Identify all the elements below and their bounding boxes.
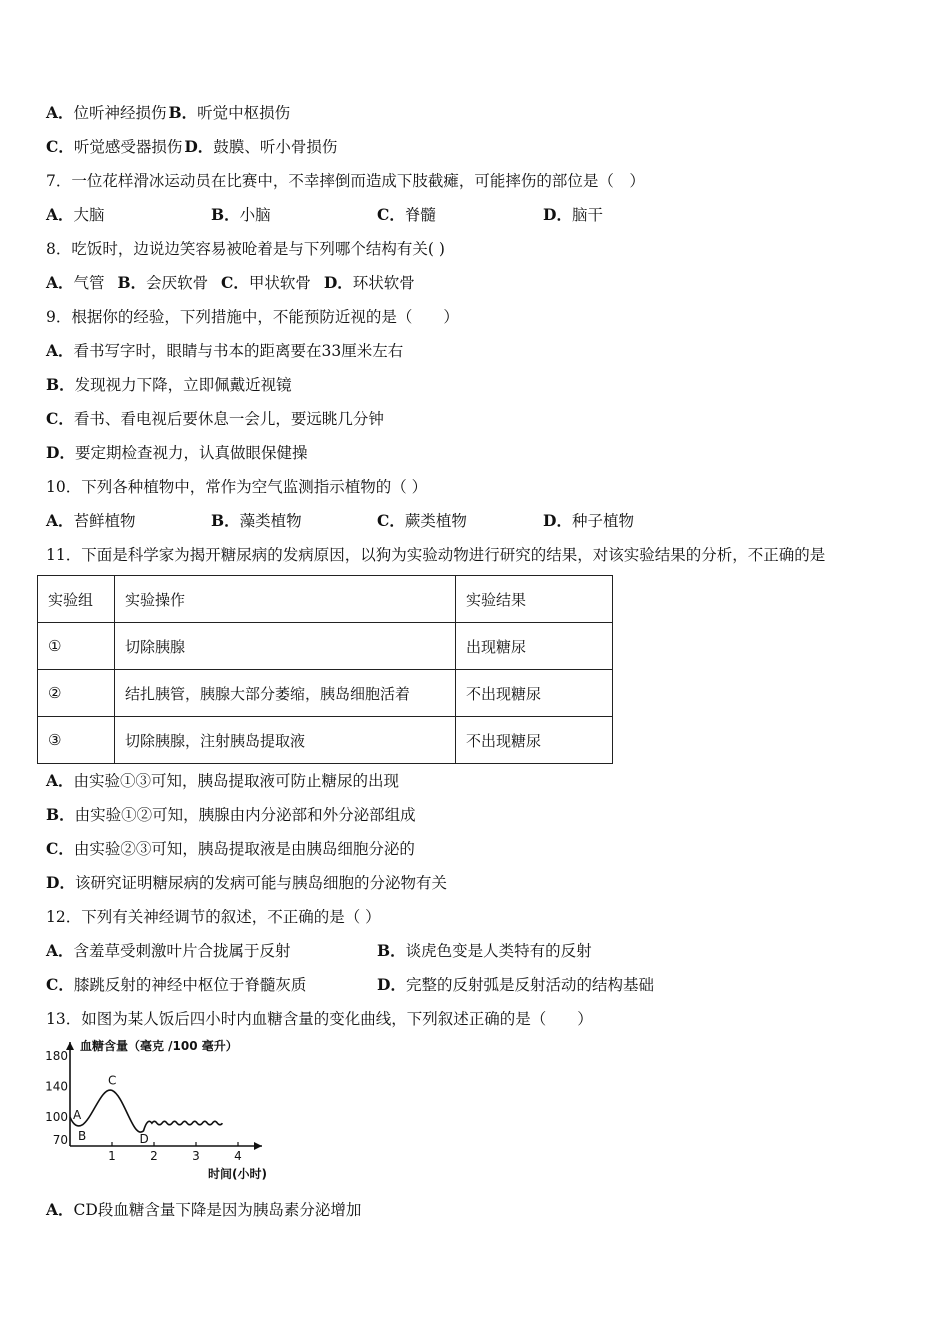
q9-option-b: B．发现视力下降，立即佩戴近视镜 [46, 375, 292, 394]
x-axis-arrow [254, 1142, 262, 1150]
q11-option-b: B．由实验①②可知，胰腺由内分泌部和外分泌部组成 [46, 805, 416, 824]
q7-stem: 7．一位花样滑冰运动员在比赛中，不幸摔倒而造成下肢截瘫，可能摔伤的部位是（ ） [46, 172, 645, 190]
table-row [38, 717, 613, 764]
q6-options-row-2 [46, 137, 337, 157]
blood-sugar-chart [40, 1036, 300, 1186]
q9-option-c: C．看书、看电视后要休息一会儿，要远眺几分钟 [46, 409, 384, 428]
q9-option-a: A．看书写字时，眼睛与书本的距离要在33厘米左右 [46, 341, 404, 360]
q8-option-a: 气管 [73, 274, 105, 292]
q10-option-d: D．种子植物 [543, 511, 634, 530]
q12-option-d: D．完整的反射弧是反射活动的结构基础 [377, 975, 654, 994]
q7-option-c: C．脊髓 [377, 205, 436, 224]
option-letter: A． [46, 103, 74, 122]
q11-option-d: D．该研究证明糖尿病的发病可能与胰岛细胞的分泌物有关 [46, 873, 447, 892]
q7-option-a: A．大脑 [46, 205, 105, 224]
q12-option-a: A．含羞草受刺激叶片合拢属于反射 [46, 941, 291, 960]
table-cell: 切除胰腺，注射胰岛提取液 [115, 717, 456, 764]
q13-stem: 13．如图为某人饭后四小时内血糖含量的变化曲线，下列叙述正确的是（ ） [46, 1010, 593, 1028]
q12-option-c: C．膝跳反射的神经中枢位于脊髓灰质 [46, 975, 307, 994]
q6-option-a: 位听神经损伤 [73, 104, 167, 122]
table-cell: 切除胰腺 [115, 623, 456, 670]
q8-options: A．气管 B．会厌软骨 C．甲状软骨 D．环状软骨 [46, 273, 415, 292]
q6-option-d: 鼓膜、听小骨损伤 [213, 138, 338, 156]
table-header-cell: 实验结果 [456, 576, 613, 623]
q10-option-a: A．苔鲜植物 [46, 511, 136, 530]
y-axis-label: 血糖含量（毫克 /100 毫升） [80, 1039, 238, 1053]
y-tick-label: 100 [45, 1110, 68, 1125]
q8-option-b: 会厌软骨 [146, 274, 209, 292]
y-tick-label: 70 [52, 1133, 68, 1147]
q7-option-d: D．脑干 [543, 205, 603, 224]
point-label-a: A [73, 1108, 82, 1123]
q8-option-c: 甲状软骨 [248, 274, 311, 292]
q8-stem: 8．吃饭时，边说边笑容易被呛着是与下列哪个结构有关( ) [46, 240, 445, 258]
table-header-row [38, 576, 613, 623]
table-row [38, 670, 613, 717]
x-tick-label: 1 [108, 1149, 116, 1163]
table-header-cell: 实验操作 [115, 576, 456, 623]
q10-stem: 10．下列各种植物中，常作为空气监测指示植物的（ ） [46, 478, 428, 496]
table-cell: 不出现糖尿 [456, 670, 613, 717]
y-tick-label: 180 [45, 1049, 68, 1063]
y-tick-label: 140 [45, 1079, 68, 1094]
table-row [38, 623, 613, 670]
q12-option-b: B．谈虎色变是人类特有的反射 [377, 941, 592, 960]
table-cell: ③ [38, 717, 115, 764]
option-letter: B． [168, 103, 198, 122]
option-letter: D． [184, 137, 214, 156]
q11-stem: 11．下面是科学家为揭开糖尿病的发病原因，以狗为实验动物进行研究的结果，对该实验结果的分析，不正确的是 [46, 546, 826, 564]
x-tick-label: 3 [192, 1149, 200, 1163]
x-axis-label: 时间(小时) [208, 1167, 267, 1181]
q6-option-c: 听觉感受器损伤 [73, 138, 183, 156]
q6-options-row-1 [46, 103, 290, 123]
experiment-table [37, 575, 613, 764]
q6-option-b: 听觉中枢损伤 [197, 104, 291, 122]
table-cell: ② [38, 670, 115, 717]
x-tick-label: 4 [234, 1149, 242, 1163]
blood-sugar-curve [70, 1090, 222, 1132]
q11-option-c: C．由实验②③可知，胰岛提取液是由胰岛细胞分泌的 [46, 839, 415, 858]
q11-option-a: A．由实验①③可知，胰岛提取液可防止糖尿的出现 [46, 771, 400, 790]
q8-option-d: 环状软骨 [352, 274, 415, 292]
q7-option-b: B．小脑 [211, 205, 271, 224]
option-letter: C． [46, 137, 74, 156]
q9-stem: 9．根据你的经验，下列措施中，不能预防近视的是（ ） [46, 308, 459, 326]
q13-option-a: A．CD段血糖含量下降是因为胰岛素分泌增加 [46, 1200, 362, 1219]
table-cell: ① [38, 623, 115, 670]
q9-option-d: D．要定期检查视力，认真做眼保健操 [46, 443, 308, 462]
table-cell: 出现糖尿 [456, 623, 613, 670]
point-label-d: D [139, 1131, 149, 1146]
point-label-b: B [78, 1128, 87, 1143]
q10-option-c: C．蕨类植物 [377, 511, 467, 530]
point-label-c: C [108, 1073, 117, 1088]
table-header-cell: 实验组 [38, 576, 115, 623]
q12-stem: 12．下列有关神经调节的叙述，不正确的是（ ） [46, 908, 381, 926]
x-tick-label: 2 [150, 1149, 158, 1163]
table-cell: 不出现糖尿 [456, 717, 613, 764]
table-cell: 结扎胰管，胰腺大部分萎缩，胰岛细胞活着 [115, 670, 456, 717]
q10-option-b: B．藻类植物 [211, 511, 302, 530]
